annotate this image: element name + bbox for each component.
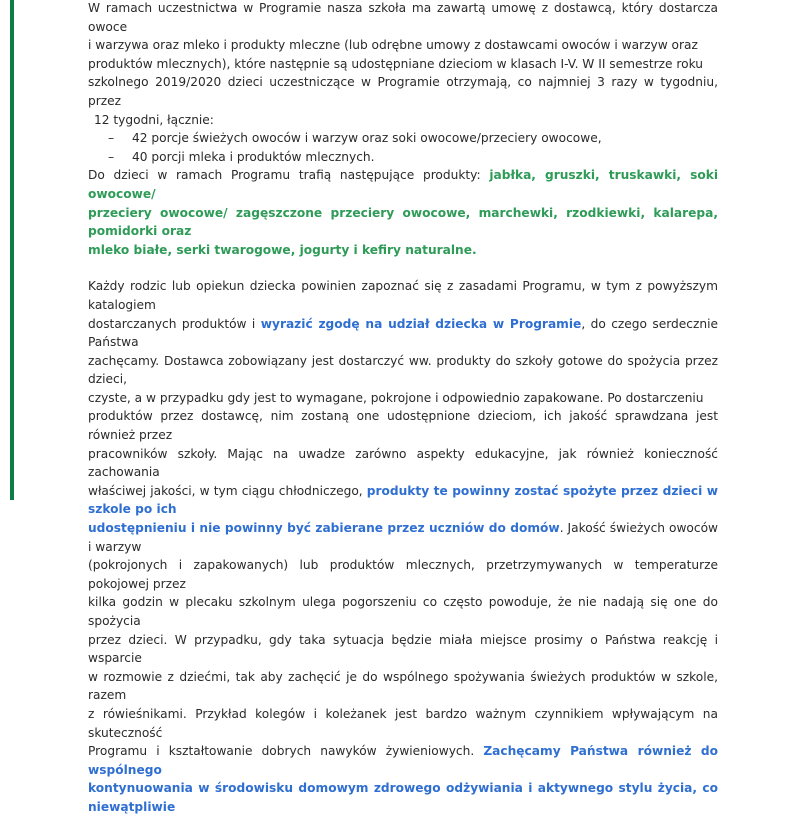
eat-at-school-highlight: produkty te powinny zostać spożyte przez dzieci w szkole po ich [88,483,718,517]
paragraph-gap [88,259,718,277]
home-habits-highlight: kontynuowania w środowisku domowym zdrowego odżywiania i aktywnego stylu życia, co niewątpliwie [88,781,718,814]
home-habits-highlight: Zachęcamy Państwa również do wspólnego [88,744,718,777]
document-page [88,0,718,817]
text-line: kilka godzin w plecaku szkolnym ulega pogorszeniu co często powoduje, że nie nadają się one do spożycia [88,595,718,628]
products-highlight: mleko białe, serki twarogowe, jogurty i kefiry naturalne. [88,242,477,257]
list-item: – 40 porcji mleka i produktów mlecznych. [88,148,718,167]
text-line [88,315,718,352]
text-span: dostarczanych produktów i [88,316,261,331]
eat-at-school-highlight: udostępnieniu i nie powinny być zabierane przez uczniów do domów [88,521,560,536]
text-line: pracowników szkoły. Mając na uwadze zarówno aspekty edukacyjne, jak również konieczność zachowania [88,446,718,480]
products-highlight: jabłka, gruszki, truskawki, soki owocowe/ [88,168,718,201]
consent-highlight: wyrazić zgodę na udział dziecka w Programie [260,316,582,331]
text-line: (pokrojonych i zapakowanych) lub produktów mlecznych, przetrzymywanych w temperaturze pokojowej przez [88,558,718,591]
consent-paragraph [88,277,718,816]
products-line [88,166,718,203]
text-line: z rówieśnikami. Przykład kolegów i koleżanek jest bardzo ważnym czynnikiem wpływającym na skuteczność [88,706,718,740]
text-line [88,482,718,519]
products-highlight: przeciery owocowe/ zagęszczone przeciery owocowe, marchewki, rzodkiewki, kalarepa, pomidorki oraz [88,205,718,239]
text-line: Każdy rodzic lub opiekun dziecka powinien zapoznać się z zasadami Programu, w tym z powyższym katalogiem [88,279,718,312]
page-left-border [10,0,14,500]
intro-line: W ramach uczestnictwa w Programie nasza szkoła ma zawartą umowę z dostawcą, który dostarcza owoce [88,1,718,34]
text-line: czyste, a w przypadku gdy jest to wymagane, pokrojone i odpowiednio zapakowane. Po dostarczeniu [88,390,704,405]
text-line: zachęcamy. Dostawca zobowiązany jest dostarczyć ww. produkty do szkoły gotowe do spożycia przez dzieci, [88,353,718,387]
text-line: produktów przez dostawcę, nim zostaną one udostępnione dzieciom, ich jakość sprawdzana jest również przez [88,409,718,443]
text-line: przez dzieci. W przypadku, gdy taka sytuacja będzie miała miejsce prosimy o Państwa reakcję i wsparcie [88,632,718,666]
text-span: właściwej jakości, w tym ciągu chłodniczego, [88,483,367,498]
intro-line: produktów mlecznych), które następnie są udostępniane dzieciom w klasach I-V. W II semestrze roku [88,56,704,71]
text-line: w rozmowie z dziećmi, tak aby zachęcić je do wspólnego spożywania świeżych produktów w szkole, razem [88,669,718,703]
products-paragraph [88,166,718,259]
portions-list [88,129,718,166]
text-span: Programu i kształtowanie dobrych nawyków żywieniowych. [88,744,484,759]
text-span: , do czego serdecznie Państwa [88,316,718,350]
intro-line: 12 tygodni, łącznie: [94,112,214,127]
intro-line: i warzywa oraz mleko i produkty mleczne (lub odrębne umowy z dostawcami owoców i warzyw oraz [88,38,698,53]
text-span: . Jakość świeżych owoców i warzyw [88,521,718,554]
intro-line: szkolnego 2019/2020 dzieci uczestniczące w Programie otrzymają, co najmniej 3 razy w tygodniu, przez [88,75,718,108]
intro-paragraph [88,0,718,129]
text-line [88,742,718,779]
products-intro: Do dzieci w ramach Programu trafią następujące produkty: [88,168,490,183]
list-item: – 42 porcje świeżych owoców i warzyw oraz soki owocowe/przeciery owocowe, [88,129,718,148]
text-line [88,519,718,556]
